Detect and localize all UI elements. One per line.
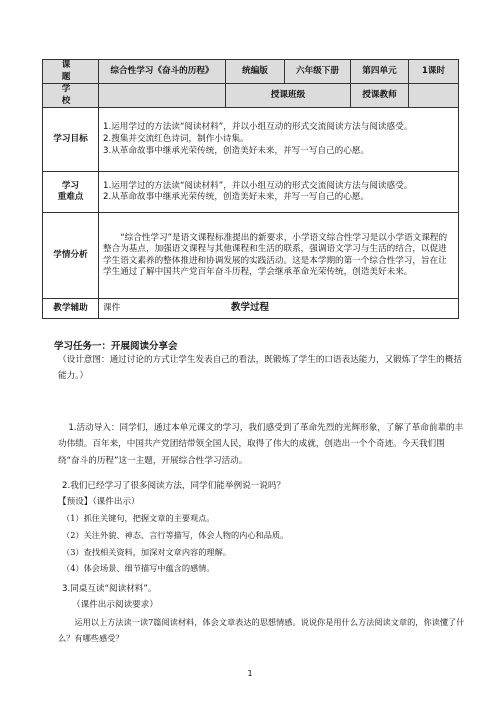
teacher-label: 授课教师 — [351, 84, 409, 108]
list-item: （4）体会场景、细节描写中蕴含的感情。 — [62, 563, 215, 574]
grade-value: 六年级下册 — [285, 60, 351, 84]
goals-label: 学习目标 — [43, 108, 99, 172]
table-row — [43, 213, 459, 299]
list-item: （1）抓住关键句，把握文章的主要观点。 — [62, 513, 215, 523]
table-row — [43, 84, 459, 108]
table-row — [43, 108, 459, 172]
goal-item: 1.运用学过的方法读“阅读材料”，并以小组互动的形式交流阅读方法与阅读感受。 — [103, 122, 413, 133]
table-row — [43, 60, 459, 84]
table-row — [43, 172, 459, 213]
class-label: 授课班级 — [226, 84, 351, 108]
school-label: 学 校 — [43, 84, 99, 108]
analysis-text: “综合性学习”是语文课程标准提出的新要求，小学语文综合性学习是以小学语文课程的整合为基点，加强语文课程与其他课程和生活的联系，强调语文学习与生活的结合，以促进学生语文素养的整体推进和协调发展的实践活动。这是本学期的第一个综合性学习，旨在让学生通过了解中国共产党百年奋斗历程，学会继承革命光荣传统，创造美好未来。 — [99, 213, 459, 299]
teacher-value — [409, 84, 459, 108]
aid-value: 课件 — [99, 299, 459, 319]
unit-value: 第四单元 — [351, 60, 409, 84]
preset-label: 【预设】（课件出示） — [58, 497, 140, 507]
analysis-label: 学情分析 — [43, 213, 99, 299]
key-point-item: 1.运用学过的方法读“阅读材料”，并以小组互动的形式交流阅读方法与阅读感受。 — [103, 180, 413, 191]
topic-label: 课 题 — [43, 60, 99, 84]
key-points-cell — [99, 172, 459, 213]
aid-label: 教学辅助 — [43, 299, 99, 319]
goal-item: 2.搜集并交流红色诗词，制作小诗集。 — [103, 134, 249, 145]
goals-cell — [99, 108, 459, 172]
step3-question: 运用以上方法读一读7篇阅读材料，体会文章表达的思想情感。说说你是用什么方法阅读文章的，你读懂了什么？有哪些感受？ — [58, 617, 465, 644]
list-item: （2）关注外貌、神态、言行等描写，体会人物的内心和品质。 — [62, 529, 289, 540]
key-points-label: 学习 重难点 — [43, 172, 99, 213]
hours-value: 1课时 — [409, 60, 459, 84]
list-item: （3）查找相关资料，加深对文章内容的理解。 — [62, 546, 231, 557]
step2-text: 2.我们已经学习了很多阅读方法，同学们能举例说一说吗？ — [62, 481, 286, 491]
school-value — [99, 84, 226, 108]
step1-text: 1.活动导入：同学们，通过本单元课文的学习，我们感受到了革命先烈的光辉形象，了解了革命前辈的丰功伟绩。百年来，中国共产党团结带领全国人民，取得了伟大的成就，创造出一个个奇迹。今天我们围绕“奋斗的历程”这一主题，开展综合性学习活动。 — [58, 423, 464, 466]
preset-list — [62, 510, 466, 577]
design-intent: （设计意图：通过讨论的方式让学生发表自己的看法，既锻炼了学生的口语表达能力，又锻炼了学生的概括能力。） — [58, 355, 462, 382]
page-number: 1 — [247, 669, 253, 678]
step3-text: 3.同桌互读“阅读材料”。 — [62, 584, 157, 594]
topic-value: 综合性学习《奋斗的历程》 — [99, 60, 226, 84]
goal-item: 3.从革命故事中继承光荣传统，创造美好未来，并写一写自己的心愿。 — [103, 145, 370, 156]
task1-title: 学习任务一：开展阅读分享会 — [54, 341, 178, 352]
step3-note: （课件出示阅读要求） — [72, 600, 158, 610]
lesson-info-table — [42, 59, 459, 319]
edition-value: 统编版 — [226, 60, 285, 84]
key-point-item: 2.从革命故事中继承光荣传统，创造美好未来，并写一写自己的心愿。 — [103, 192, 370, 203]
process-title: 教学过程 — [230, 302, 269, 313]
